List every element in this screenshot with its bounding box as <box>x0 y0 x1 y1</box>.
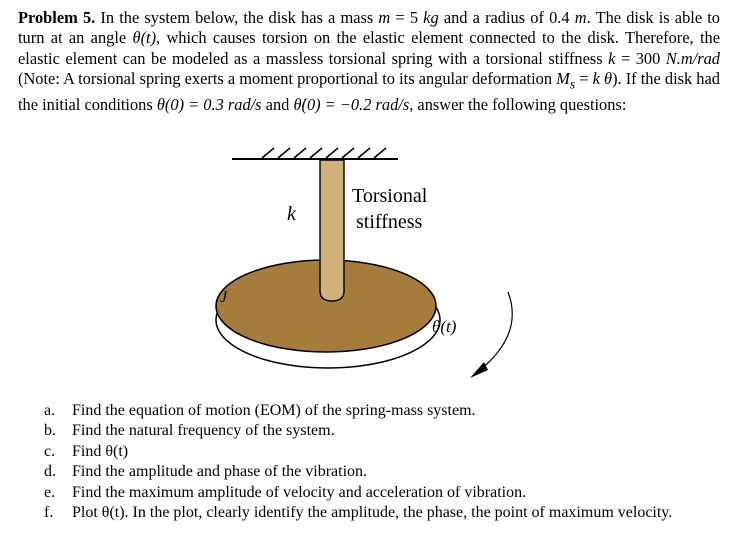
statement-text: ). If the disk had the initial conditions <box>18 69 720 114</box>
statement-text: In the system below, the disk has a mass <box>95 8 379 27</box>
statement-text: and <box>261 94 294 114</box>
rotation-arrowhead <box>470 362 488 378</box>
statement-text: = <box>575 69 593 89</box>
statement-text: , which causes torsion on the elastic element connected to the disk. Therefore, the elastic element can be modeled as a massless torsional spring with a torsional stiffness <box>18 28 720 68</box>
rotation-arrow <box>480 292 512 370</box>
item-marker: a. <box>44 402 56 419</box>
J-label: J <box>220 289 228 306</box>
statement-text: , answer the following questions: <box>409 94 627 114</box>
item-text: Find the natural frequency of the system. <box>72 422 335 440</box>
torsional-system-figure <box>0 140 734 400</box>
math-theta-t: θ(t) <box>132 28 157 48</box>
statement-text: (Note: A torsional spring exerts a moment proportional to its angular deformation <box>18 69 557 89</box>
math-k: k <box>608 48 616 68</box>
list-item <box>44 442 714 462</box>
item-marker: e. <box>44 483 56 501</box>
stiffness-label: stiffness <box>356 211 423 233</box>
math-initial-theta: θ(0) = 0.3 rad/s <box>156 94 262 114</box>
math-m: m <box>378 8 391 27</box>
item-text: Plot θ(t). In the plot, clearly identify the amplitude, the phase, the point of maximum velocity. <box>72 504 673 522</box>
item-marker: c. <box>44 442 56 460</box>
item-text: Find the equation of motion (EOM) of the spring-mass system. <box>72 402 476 419</box>
list-item <box>44 483 714 503</box>
item-text: Find θ(t) <box>72 442 129 460</box>
list-item <box>44 401 714 421</box>
item-text: Find the maximum amplitude of velocity and acceleration of vibration. <box>72 483 527 501</box>
ceiling-hatching <box>262 148 386 158</box>
list-item <box>44 421 714 441</box>
math-initial-theta-dot: θ̇(0) = −0.2 rad/s <box>293 94 410 114</box>
list-item <box>44 503 714 523</box>
question-list <box>44 401 714 523</box>
theta-label: θ(t) <box>432 317 457 336</box>
problem-heading: Problem 5. <box>18 8 96 27</box>
torsion-shaft <box>320 160 344 301</box>
k-label: k <box>287 203 296 225</box>
statement-text: = 300 <box>615 48 666 68</box>
torsional-label: Torsional <box>352 185 428 207</box>
statement-text: and a radius of 0.4 <box>438 8 575 27</box>
item-text: Find the amplitude and phase of the vibration. <box>72 463 368 481</box>
math-unit-nm-rad: N.m/rad <box>665 48 720 68</box>
figure-drawing <box>0 140 734 400</box>
math-unit-kg: kg <box>423 8 439 27</box>
math-M: M <box>556 69 570 89</box>
math-k-theta: k θ <box>592 69 613 89</box>
math-unit-m: m <box>574 8 587 27</box>
problem-statement <box>18 8 720 115</box>
math-subscript-s: s <box>569 76 576 92</box>
item-marker: b. <box>44 422 56 440</box>
statement-text: . The disk is able to turn at an angle <box>18 8 720 48</box>
list-item <box>44 462 714 482</box>
item-marker: f. <box>44 504 54 522</box>
statement-text: = 5 <box>390 8 424 27</box>
item-marker: d. <box>44 463 56 481</box>
